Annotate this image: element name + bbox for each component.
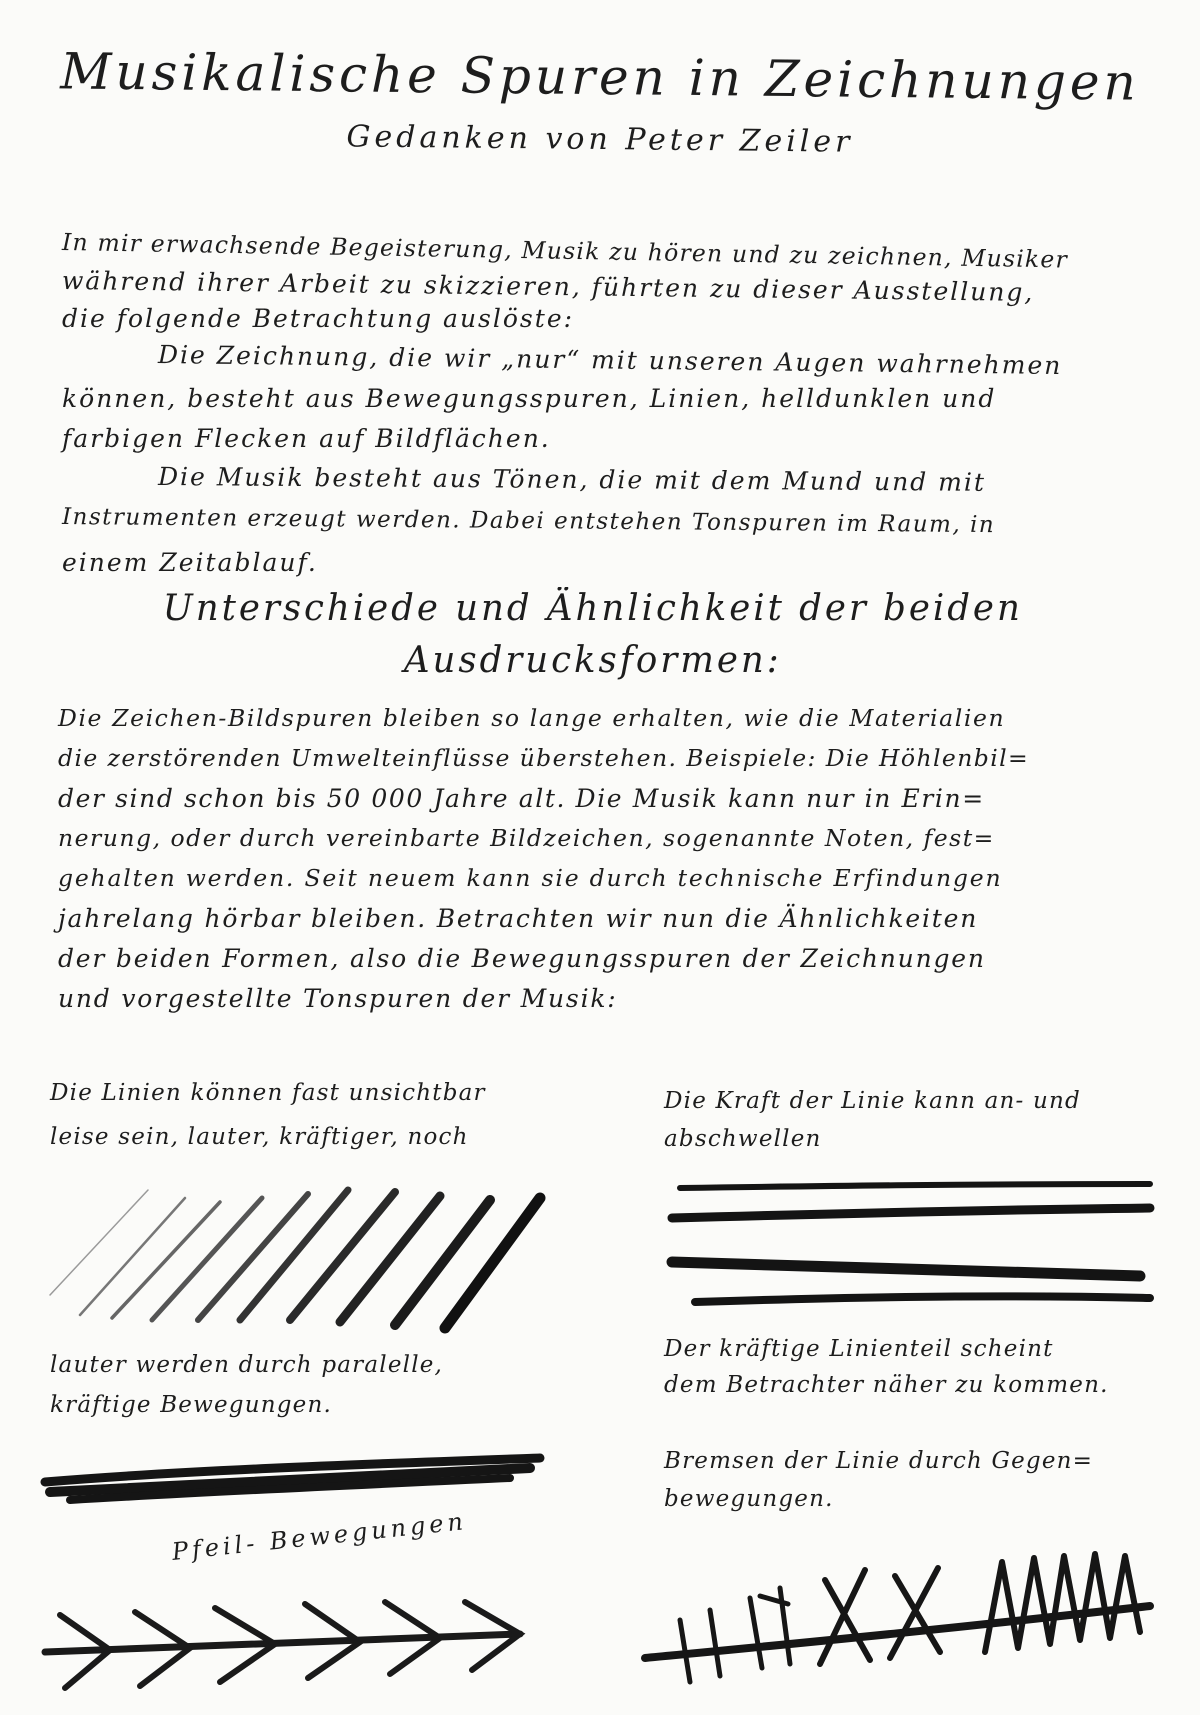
page-subtitle: Gedanken von Peter Zeiler: [346, 119, 854, 160]
text-line: die zerstörenden Umwelteinflüsse überstehen. Beispiele: Die Höhlenbil=: [58, 744, 1030, 772]
arrow-label: Pfeil- Bewegungen: [170, 1507, 469, 1566]
caption-closer-line1: Der kräftige Linienteil scheint: [664, 1336, 1054, 1362]
caption-volume-line2: leise sein, lauter, kräftiger, noch: [50, 1124, 469, 1150]
swelling-lines-drawing: [660, 1170, 1180, 1320]
cross-strokes: [890, 1568, 940, 1658]
strongest-stroke: [445, 1198, 540, 1328]
caption-swell-line1: Die Kraft der Linie kann an- und: [664, 1088, 1081, 1114]
page-title: Musikalische Spuren in Zeichnungen: [59, 42, 1141, 112]
strong-stroke: [290, 1192, 395, 1320]
diagonal-strokes-drawing: [40, 1180, 580, 1340]
text-line: die folgende Betrachtung auslöste:: [62, 304, 575, 333]
faint-stroke: [50, 1190, 148, 1295]
zigzag-strokes: [985, 1554, 1140, 1652]
caption-parallel-line1: lauter werden durch paralelle,: [50, 1352, 444, 1378]
caption-volume-line1: Die Linien können fast unsichtbar: [50, 1080, 486, 1106]
swelling-line: [695, 1296, 1150, 1302]
tick-strokes: [750, 1588, 790, 1668]
heading-line: Unterschiede und Ähnlichkeit der beiden: [162, 588, 1023, 629]
caption-brake-line1: Bremsen der Linie durch Gegen=: [664, 1448, 1094, 1474]
text-line: Die Musik besteht aus Tönen, die mit dem Mund und mit: [157, 462, 987, 497]
strong-stroke: [340, 1196, 440, 1322]
arrow-movement-drawing: [40, 1580, 540, 1700]
parallel-strokes-drawing: [40, 1440, 560, 1520]
strong-stroke: [395, 1200, 490, 1325]
caption-swell-line2: abschwellen: [664, 1126, 822, 1152]
text-line: Instrumenten erzeugt werden. Dabei entstehen Tonspuren im Raum, in: [61, 504, 996, 539]
cross-strokes: [820, 1570, 870, 1664]
text-line: einem Zeitablauf.: [62, 548, 318, 577]
swelling-line: [672, 1208, 1150, 1218]
text-line: der beiden Formen, also die Bewegungsspuren der Zeichnungen: [58, 944, 986, 973]
text-line: Die Zeichnung, die wir „nur“ mit unseren Augen wahrnehmen: [157, 340, 1063, 381]
text-line: der sind schon bis 50 000 Jahre alt. Die Musik kann nur in Erin=: [58, 784, 985, 813]
swelling-line: [680, 1184, 1150, 1188]
caption-brake-line2: bewegungen.: [664, 1486, 834, 1512]
heading-line: Ausdrucksformen:: [403, 640, 782, 681]
text-line: während ihrer Arbeit zu skizzieren, führten zu dieser Ausstellung,: [61, 266, 1035, 307]
text-line: und vorgestellte Tonspuren der Musik:: [58, 984, 618, 1013]
arrow-shaft: [45, 1634, 520, 1652]
text-line: jahrelang hörbar bleiben. Betrachten wir nun die Ähnlichkeiten: [58, 904, 979, 933]
tick-strokes: [680, 1610, 720, 1682]
text-line: gehalten werden. Seit neuem kann sie durch technische Erfindungen: [58, 864, 1003, 892]
caption-parallel-line2: kräftige Bewegungen.: [50, 1392, 333, 1418]
caption-closer-line2: dem Betrachter näher zu kommen.: [664, 1372, 1109, 1398]
text-line: Die Zeichen-Bildspuren bleiben so lange erhalten, wie die Materialien: [58, 704, 1006, 732]
text-line: In mir erwachsende Begeisterung, Musik zu hören und zu zeichnen, Musiker: [61, 228, 1069, 274]
text-line: nerung, oder durch vereinbarte Bildzeichen, sogenannte Noten, fest=: [58, 824, 995, 852]
text-line: können, besteht aus Bewegungsspuren, Linien, helldunklen und: [62, 384, 997, 413]
swelling-line: [672, 1262, 1140, 1276]
text-line: farbigen Flecken auf Bildflächen.: [62, 424, 551, 453]
counter-movement-drawing: [640, 1540, 1160, 1700]
